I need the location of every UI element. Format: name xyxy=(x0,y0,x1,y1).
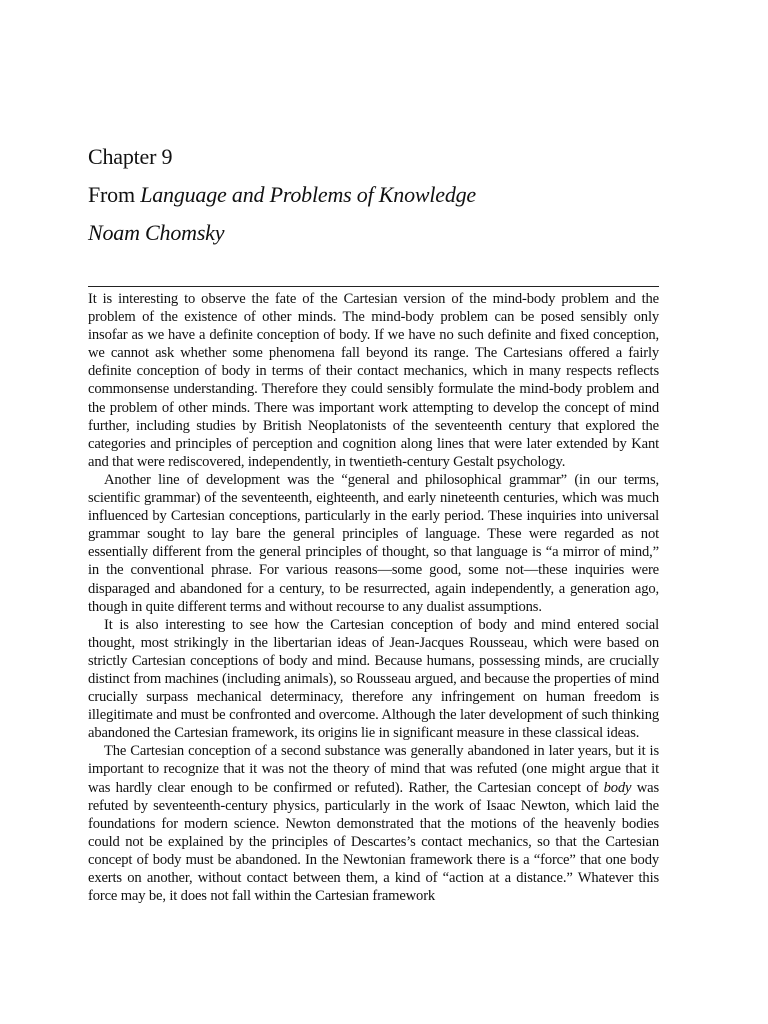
body-text xyxy=(88,290,659,905)
paragraph-4-end: was refuted by seventeenth-century physics, particularly in the work of Isaac Newton, which laid the foundations for modern science. Newton demonstrated that the motions of the heavenly bodies could not be explained by the principles of Descartes’s contact mechanics, so that the Cartesian concept of body must be abandoned. In the Newtonian framework there is a “force” that one body exerts on another, without contact between them, a kind of “action at a distance.” Whatever this force may be, it does not fall within the Cartesian framework xyxy=(88,779,659,905)
chapter-heading xyxy=(88,138,668,252)
paragraph-4-start: The Cartesian conception of a second substance was generally abandoned in later years, but it is important to recognize that it was not the theory of mind that was refuted (one might argue that it was hardly clear enough to be confirmed or refuted). Rather, the Cartesian concept of xyxy=(88,743,659,796)
paragraph-3: It is also interesting to see how the Cartesian conception of body and mind entered social thought, most strikingly in the libertarian ideas of Jean-Jacques Rousseau, which were based on strictly Cartesian conceptions of body and mind. Because humans, possessing minds, are crucially distinct from machines (including animals), so Rousseau argued, and because the properties of mind crucially surpass mechanical determinacy, therefore any infringement on human freedom is illegitimate and must be confronted and overcome. Although the later development of such thinking abandoned the Cartesian framework, its origins lie in significant measure in these classical ideas. xyxy=(88,616,659,742)
author-name: Noam Chomsky xyxy=(88,220,225,245)
source-prefix: From xyxy=(88,182,141,207)
paragraph-1: It is interesting to observe the fate of the Cartesian version of the mind-body problem and the problem of the existence of other minds. The mind-body problem can be posed sensibly only insofar as we have a definite conception of body. If we have no such definite and fixed conception, we cannot ask whether some phenomena fall beyond its range. The Cartesians offered a fairly definite conception of body in terms of their contact mechanics, which in many respects reflects commonsense understanding. Therefore they could sensibly formulate the mind-body problem and the problem of other minds. There was important work attempting to develop the concept of mind further, including studies by British Neoplatonists of the seventeenth century that explored the categories and principles of perception and cognition along lines that were later extended by Kant and that were rediscovered, independently, in twentieth-century Gestalt psychology. xyxy=(88,291,659,470)
horizontal-rule xyxy=(88,286,659,287)
emphasis-body: body xyxy=(603,779,632,796)
source-line xyxy=(88,176,668,214)
paragraph-4 xyxy=(88,742,659,905)
book-title: Language and Problems of Knowledge xyxy=(140,182,476,207)
chapter-number: Chapter 9 xyxy=(88,144,173,169)
paragraph-2: Another line of development was the “general and philosophical grammar” (in our terms, scientific grammar) of the seventeenth, eighteenth, and early nineteenth centuries, which was much influenced by Cartesian conceptions, particularly in the early period. These inquiries into universal grammar sought to lay bare the general principles of language. These were regarded as not essentially different from the general principles of thought, so that language is “a mirror of mind,” in the conventional phrase. For various reasons—some good, some not—these inquiries were disparaged and abandoned for a century, to be resurrected, again independently, a generation ago, though in quite different terms and without recourse to any dualist assumptions. xyxy=(88,471,659,615)
